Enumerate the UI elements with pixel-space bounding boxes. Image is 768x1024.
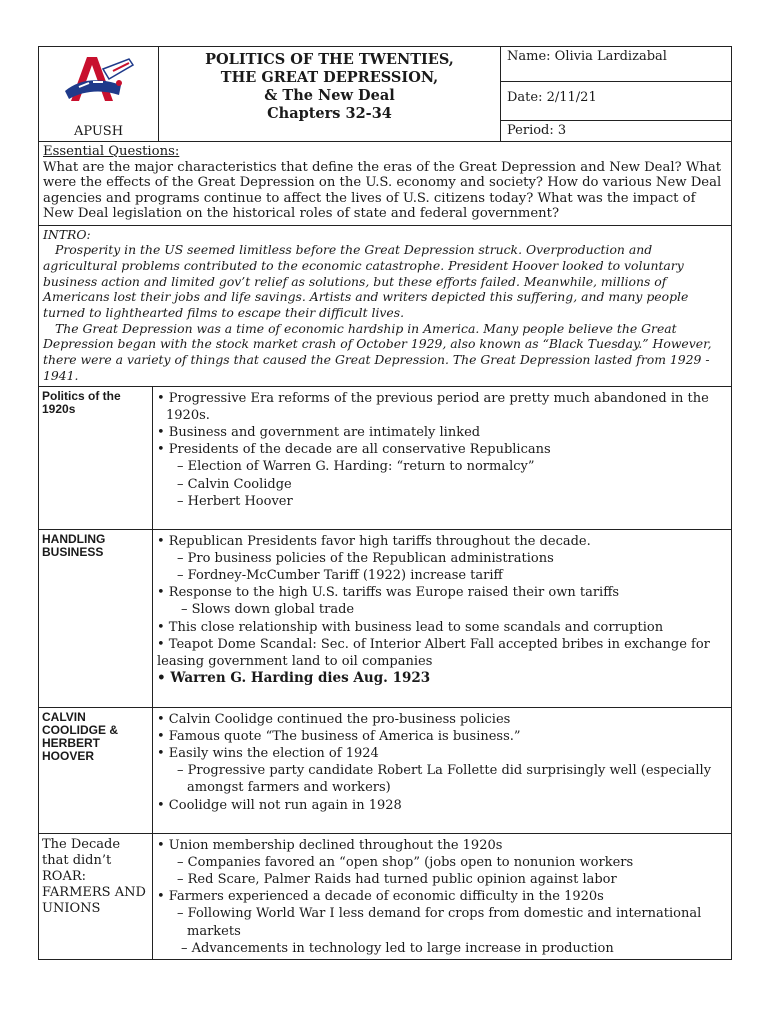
name-field: Name: Olivia Lardizabal — [501, 47, 732, 82]
period-field: Period: 3 — [501, 121, 732, 142]
list-item: • This close relationship with business lead to some scandals and corruption — [157, 619, 664, 635]
intro-section — [39, 225, 732, 386]
list-item: • Easily wins the election of 1924 — [157, 745, 379, 761]
list-item: • Farmers experienced a decade of economic difficulty in the 1920s — [157, 889, 604, 905]
essential-heading: Essential Questions: — [43, 144, 180, 159]
list-item: – Calvin Coolidge — [177, 476, 292, 492]
section-content-politics — [153, 386, 732, 529]
section-label-coolidge-hoover: CALVIN COOLIDGE & HERBERT HOOVER — [39, 707, 153, 833]
list-item: – Progressive party candidate Robert La Follette did surprisingly well (especially amongst farmers and workers) — [177, 763, 712, 796]
list-item: – Advancements in technology led to large increase in production — [181, 940, 614, 956]
list-item: – Pro business policies of the Republican administrations — [177, 550, 554, 566]
list-item: – Red Scare, Palmer Raids had turned public opinion against labor — [177, 871, 617, 887]
date-field: Date: 2/11/21 — [501, 82, 732, 121]
section-content-business — [153, 529, 732, 707]
notes-table — [38, 386, 732, 960]
logo-label: APUSH — [73, 124, 124, 139]
list-item: – Election of Warren G. Harding: “return to normalcy” — [177, 459, 535, 475]
title-line-2: THE GREAT DEPRESSION, — [220, 69, 439, 86]
list-item: – Herbert Hoover — [177, 493, 293, 509]
page-title — [159, 47, 501, 142]
list-item: • Calvin Coolidge continued the pro-business policies — [157, 711, 511, 727]
list-item: • Union membership declined throughout the 1920s — [157, 837, 503, 853]
apush-logo-icon — [59, 49, 139, 119]
title-line-3: & The New Deal — [264, 87, 395, 104]
section-label-politics: Politics of the 1920s — [39, 386, 153, 529]
title-line-4: Chapters 32-34 — [267, 105, 392, 122]
section-content-farmers-unions — [153, 833, 732, 959]
logo-cell — [39, 47, 159, 142]
list-item: – Fordney-McCumber Tariff (1922) increase tariff — [177, 567, 503, 583]
list-item: • Progressive Era reforms of the previous period are pretty much abandoned in the 1920s. — [157, 390, 709, 423]
essential-text: What are the major characteristics that define the eras of the Great Depression and New Deal? What were the effects of the Great Depression on the U.S. economy and society? How do various New Deal agencies and programs continue to affect the lives of U.S. citizens today? What was the impact of New Deal legislation on the historical roles of state and federal government? — [43, 159, 722, 221]
section-content-coolidge-hoover — [153, 707, 732, 833]
intro-paragraph-1: Prosperity in the US seemed limitless before the Great Depression struck. Overproduction and agricultural problems contributed to the economic catastrophe. President Hoover looked to voluntary business action and limited gov’t relief as solutions, but these efforts failed. Meanwhile, millions of Americans lost their jobs and life savings. Artists and writers depicted this suffering, and many people turned to lighthearted films to escape their difficult lives. — [43, 242, 689, 321]
list-item: • Business and government are intimately linked — [157, 424, 481, 440]
intro-heading: INTRO: — [43, 226, 91, 242]
header-table — [38, 46, 732, 387]
list-item: – Slows down global trade — [181, 602, 355, 618]
list-item: • Teapot Dome Scandal: Sec. of Interior Albert Fall accepted bribes in exchange for leasing government land to oil companies — [157, 636, 710, 669]
title-line-1: POLITICS OF THE TWENTIES, — [205, 51, 454, 68]
essential-questions — [39, 142, 732, 226]
worksheet — [38, 46, 731, 960]
list-item: • Coolidge will not run again in 1928 — [157, 797, 402, 813]
list-item: – Following World War I less demand for crops from domestic and international markets — [177, 906, 702, 939]
list-item: • Presidents of the decade are all conservative Republicans — [157, 442, 551, 458]
section-label-business: HANDLING BUSINESS — [39, 529, 153, 707]
list-item: • Response to the high U.S. tariffs was Europe raised their own tariffs — [157, 585, 620, 601]
list-item: • Republican Presidents favor high tariffs throughout the decade. — [157, 533, 591, 549]
list-item: – Companies favored an “open shop” (jobs open to nonunion workers — [177, 854, 634, 870]
list-item: • Warren G. Harding dies Aug. 1923 — [157, 670, 431, 687]
section-label-farmers-unions: The Decade that didn’t ROAR: FARMERS AND UNIONS — [39, 833, 153, 959]
intro-paragraph-2: The Great Depression was a time of economic hardship in America. Many people believe the Great Depression began with the stock market crash of October 1929, also known as “Black Tuesday.” However, there were a variety of things that caused the Great Depression. The Great Depression lasted from 1929 - 1941. — [43, 320, 712, 383]
list-item: • Famous quote “The business of America is business.” — [157, 728, 521, 744]
